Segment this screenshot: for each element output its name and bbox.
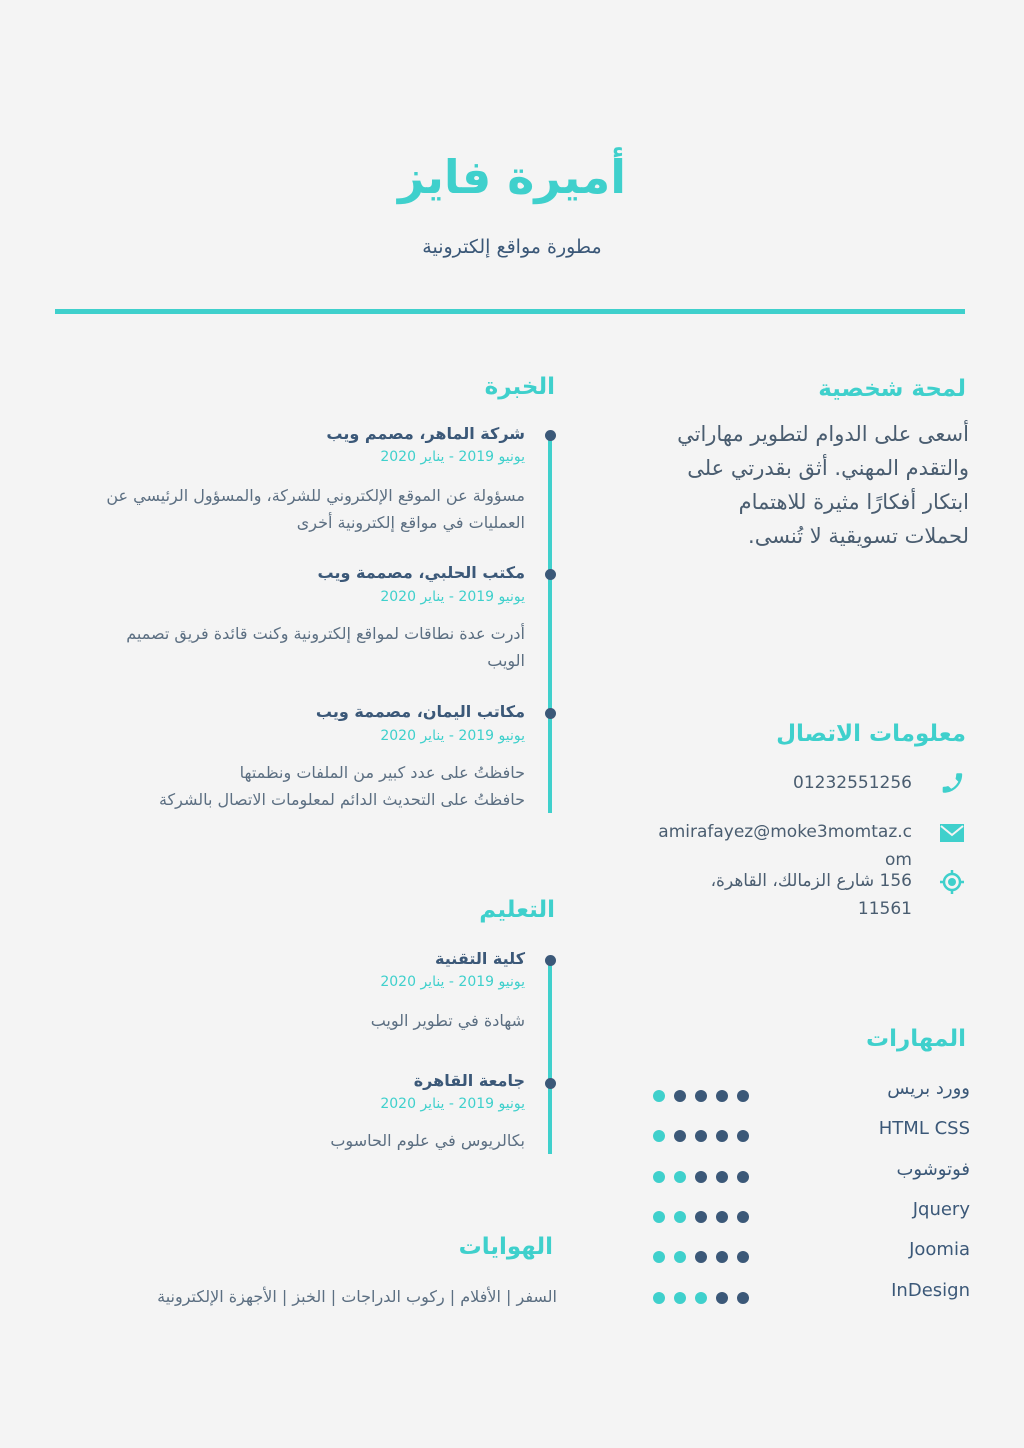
skill-label: HTML CSS [878,1118,970,1139]
school-degree: بكالريوس في علوم الحاسوب [330,1131,525,1150]
profile-line: لحملات تسويقية لا تُنسى. [748,524,969,548]
skill-rating [653,1251,749,1263]
skill-rating-dot [716,1130,728,1142]
skill-rating [653,1292,749,1304]
skill-rating-dot [695,1211,707,1223]
skill-rating-dot [674,1171,686,1183]
contact-email[interactable] [658,818,912,874]
education-heading: التعليم [479,897,555,923]
contact-phone[interactable]: 01232551256 [793,773,912,793]
school-name: جامعة القاهرة [413,1071,525,1090]
skill-rating-dot [674,1292,686,1304]
job-date: يونيو 2019 - يناير 2020 [380,449,525,465]
school-name: كلية التقنية [435,949,525,968]
profile-line: ابتكار أفكارًا مثيرة للاهتمام [738,490,969,514]
job-date: يونيو 2019 - يناير 2020 [380,728,525,744]
skill-rating [653,1130,749,1142]
education-timeline [548,960,552,1154]
skill-rating-dot [653,1211,665,1223]
job-description [45,482,525,536]
skill-rating [653,1171,749,1183]
profile-line: والتقدم المهني. أثق بقدرتي على [687,456,969,480]
skill-rating-dot [695,1090,707,1102]
job-title: شركة الماهر، مصمم ويب [326,424,525,443]
skill-rating-dot [716,1171,728,1183]
timeline-dot [545,430,556,441]
skill-rating-dot [653,1251,665,1263]
skill-rating-dot [695,1292,707,1304]
skill-label: InDesign [891,1280,970,1301]
skill-rating-dot [653,1130,665,1142]
job-description-line: العمليات في مواقع إلكترونية أخرى [296,513,525,532]
school-date: يونيو 2019 - يناير 2020 [380,974,525,990]
job-description-line: حافظتُ على التحديث الدائم لمعلومات الاتصال بالشركة [158,790,525,809]
skill-rating-dot [674,1130,686,1142]
profile-line: أسعى على الدوام لتطوير مهاراتي [677,422,969,446]
skill-rating [653,1211,749,1223]
job-description-line: مسؤولة عن الموقع الإلكتروني للشركة، والمسؤول الرئيسي عن [106,486,525,505]
timeline-dot [545,708,556,719]
job-description [45,759,525,813]
location-icon [939,869,965,895]
skill-rating-dot [716,1251,728,1263]
job-description-line: أدرت عدة نطاقات لمواقع إلكترونية وكنت قائدة فريق تصميم [126,624,525,643]
contact-email-line: om [885,850,912,870]
skill-rating-dot [737,1292,749,1304]
timeline-dot [545,569,556,580]
timeline-dot [545,955,556,966]
profile-text [629,417,969,553]
skill-rating-dot [653,1292,665,1304]
candidate-name: أميرة فايز [397,150,627,204]
contact-email-line: amirafayez@moke3momtaz.c [658,822,912,842]
school-degree: شهادة في تطوير الويب [370,1011,525,1030]
skill-rating-dot [653,1090,665,1102]
experience-timeline [548,434,552,813]
job-description-line: حافظتُ على عدد كبير من الملفات ونظمتها [239,763,525,782]
profile-heading: لمحة شخصية [818,376,966,402]
job-date: يونيو 2019 - يناير 2020 [380,589,525,605]
skill-rating-dot [695,1130,707,1142]
skill-rating [653,1090,749,1102]
job-title: مكاتب اليمان، مصممة ويب [315,702,525,721]
job-description-line: الويب [487,651,525,670]
contact-heading: معلومات الاتصال [776,721,966,747]
contact-address-line: 11561 [857,899,912,919]
skill-rating-dot [737,1130,749,1142]
skills-heading: المهارات [866,1026,966,1052]
hobbies-list: السفر | الأفلام | ركوب الدراجات | الخبز | الأجهزة الإلكترونية [157,1287,557,1306]
hobbies-heading: الهوايات [458,1234,553,1260]
contact-address [711,867,912,923]
skill-rating-dot [653,1171,665,1183]
contact-address-line: 156 شارع الزمالك، القاهرة، [710,871,912,891]
skill-rating-dot [737,1211,749,1223]
skill-rating-dot [695,1251,707,1263]
skill-rating-dot [716,1211,728,1223]
skill-rating-dot [737,1171,749,1183]
skill-rating-dot [674,1090,686,1102]
skill-rating-dot [695,1171,707,1183]
skill-label: فوتوشوب [896,1159,970,1180]
job-title: مكتب الحلبي، مصممة ويب [317,563,525,582]
skill-rating-dot [737,1251,749,1263]
school-date: يونيو 2019 - يناير 2020 [380,1096,525,1112]
mail-icon [939,820,965,846]
skill-rating-dot [716,1292,728,1304]
skill-rating-dot [674,1211,686,1223]
phone-icon [939,770,965,796]
skill-rating-dot [674,1251,686,1263]
timeline-dot [545,1078,556,1089]
candidate-title: مطورة مواقع إلكترونية [422,236,602,258]
skill-label: Joomia [909,1239,970,1260]
job-description [45,620,525,674]
skill-label: Jquery [912,1199,970,1220]
skill-rating-dot [716,1090,728,1102]
skill-rating-dot [737,1090,749,1102]
experience-heading: الخبرة [484,374,555,400]
skill-label: وورد بريس [887,1078,970,1099]
header-divider [55,309,965,314]
